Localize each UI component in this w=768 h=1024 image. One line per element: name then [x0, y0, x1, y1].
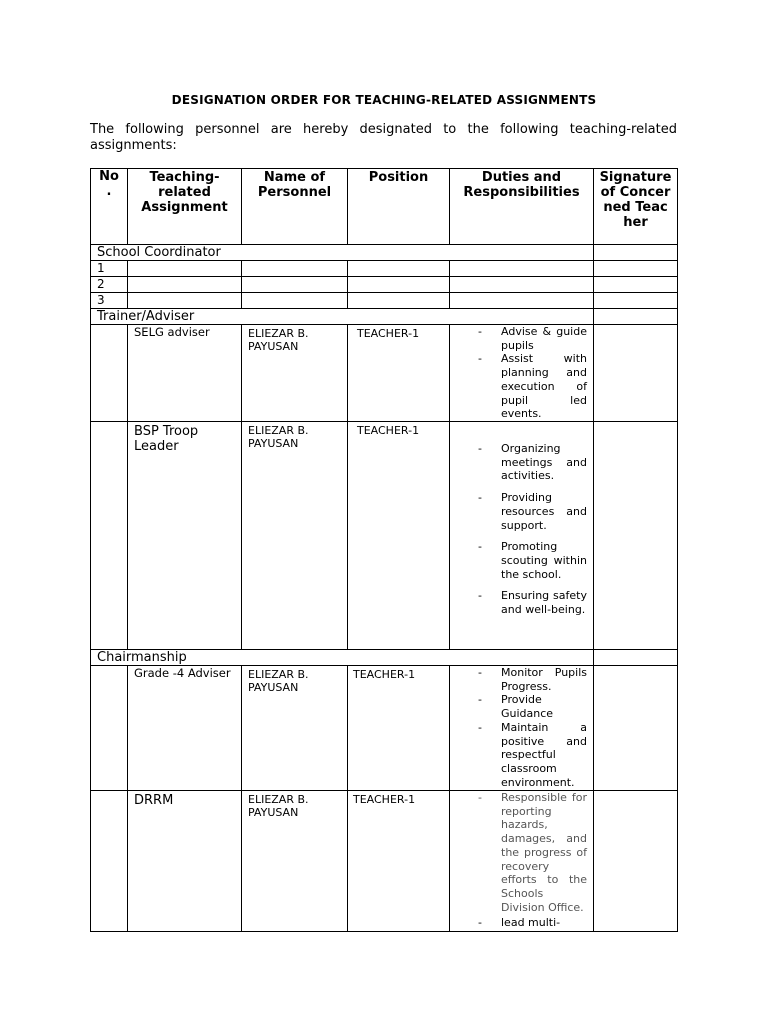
section-trainer-adviser: Trainer/Adviser: [91, 309, 594, 325]
signature-cell: [594, 791, 678, 932]
duty-item: - Organizing meetings and activities.: [478, 442, 587, 483]
assignment-cell: Grade -4 Adviser: [128, 666, 242, 791]
document-title: DESIGNATION ORDER FOR TEACHING-RELATED ASSIGNMENTS: [171, 93, 597, 107]
table-row: [91, 293, 678, 309]
duty-item: - lead multi-: [478, 916, 561, 930]
table-row: [91, 277, 678, 293]
signature-cell: [594, 245, 678, 261]
position-cell: TEACHER-1: [348, 422, 450, 650]
header-no: No .: [91, 169, 128, 245]
personnel-name: ELIEZAR B. PAYUSAN: [242, 422, 348, 650]
signature-cell: [594, 422, 678, 650]
header-assignment: Teaching-related Assignment: [128, 169, 242, 245]
signature-cell: [594, 666, 678, 791]
duties-cell: [450, 325, 594, 422]
assignment-cell: SELG adviser: [128, 325, 242, 422]
section-row: [91, 650, 678, 666]
header-row: [91, 169, 678, 245]
section-row: [91, 309, 678, 325]
table-row: [91, 325, 678, 422]
intro-paragraph: The following personnel are hereby designated to the following teaching-related assignments:: [90, 122, 677, 153]
personnel-name: ELIEZAR B. PAYUSAN: [242, 791, 348, 932]
row-number: 1: [91, 261, 128, 277]
position-cell: TEACHER-1: [348, 666, 450, 791]
header-position: Position: [348, 169, 450, 245]
duty-item: - Ensuring safety and well-being.: [478, 589, 587, 617]
table-row: [91, 422, 678, 650]
duty-item: - Assist with planning and execution of pupil led events.: [478, 352, 587, 421]
duty-item: - Advise & guide pupils: [478, 325, 587, 352]
row-number: 2: [91, 277, 128, 293]
signature-cell: [594, 650, 678, 666]
position-cell: TEACHER-1: [348, 325, 450, 422]
section-school-coordinator: School Coordinator: [91, 245, 594, 261]
personnel-name: ELIEZAR B. PAYUSAN: [242, 666, 348, 791]
table-row: [91, 791, 678, 932]
personnel-name: ELIEZAR B. PAYUSAN: [242, 325, 348, 422]
signature-cell: [594, 309, 678, 325]
table-row: [91, 261, 678, 277]
header-name: Name of Personnel: [242, 169, 348, 245]
header-duties: Duties and Responsibilities: [450, 169, 594, 245]
duty-item: - Monitor Pupils Progress.: [478, 666, 587, 693]
duty-item: - Maintain a positive and respectful classroom environment.: [478, 720, 587, 789]
duty-item: - Providing resources and support.: [478, 491, 587, 532]
duty-item: - Responsible for reporting hazards, damages, and the progress of recovery efforts to the Schools Division Office.: [478, 791, 587, 914]
designation-table: [90, 168, 678, 932]
table-row: [91, 666, 678, 791]
section-chairmanship: Chairmanship: [91, 650, 594, 666]
row-number: 3: [91, 293, 128, 309]
position-cell: TEACHER-1: [348, 791, 450, 932]
assignment-cell: DRRM: [128, 791, 242, 932]
assignment-cell: BSP Troop Leader: [128, 422, 242, 650]
duty-item: - Provide Guidance: [478, 693, 554, 721]
duties-cell: [450, 666, 594, 791]
duties-cell: [450, 422, 594, 650]
signature-cell: [594, 325, 678, 422]
duties-cell: [450, 791, 594, 932]
section-row: [91, 245, 678, 261]
header-signature: Signature of Concerned Teacher: [594, 169, 678, 245]
duty-item: - Promoting scouting within the school.: [478, 540, 587, 581]
